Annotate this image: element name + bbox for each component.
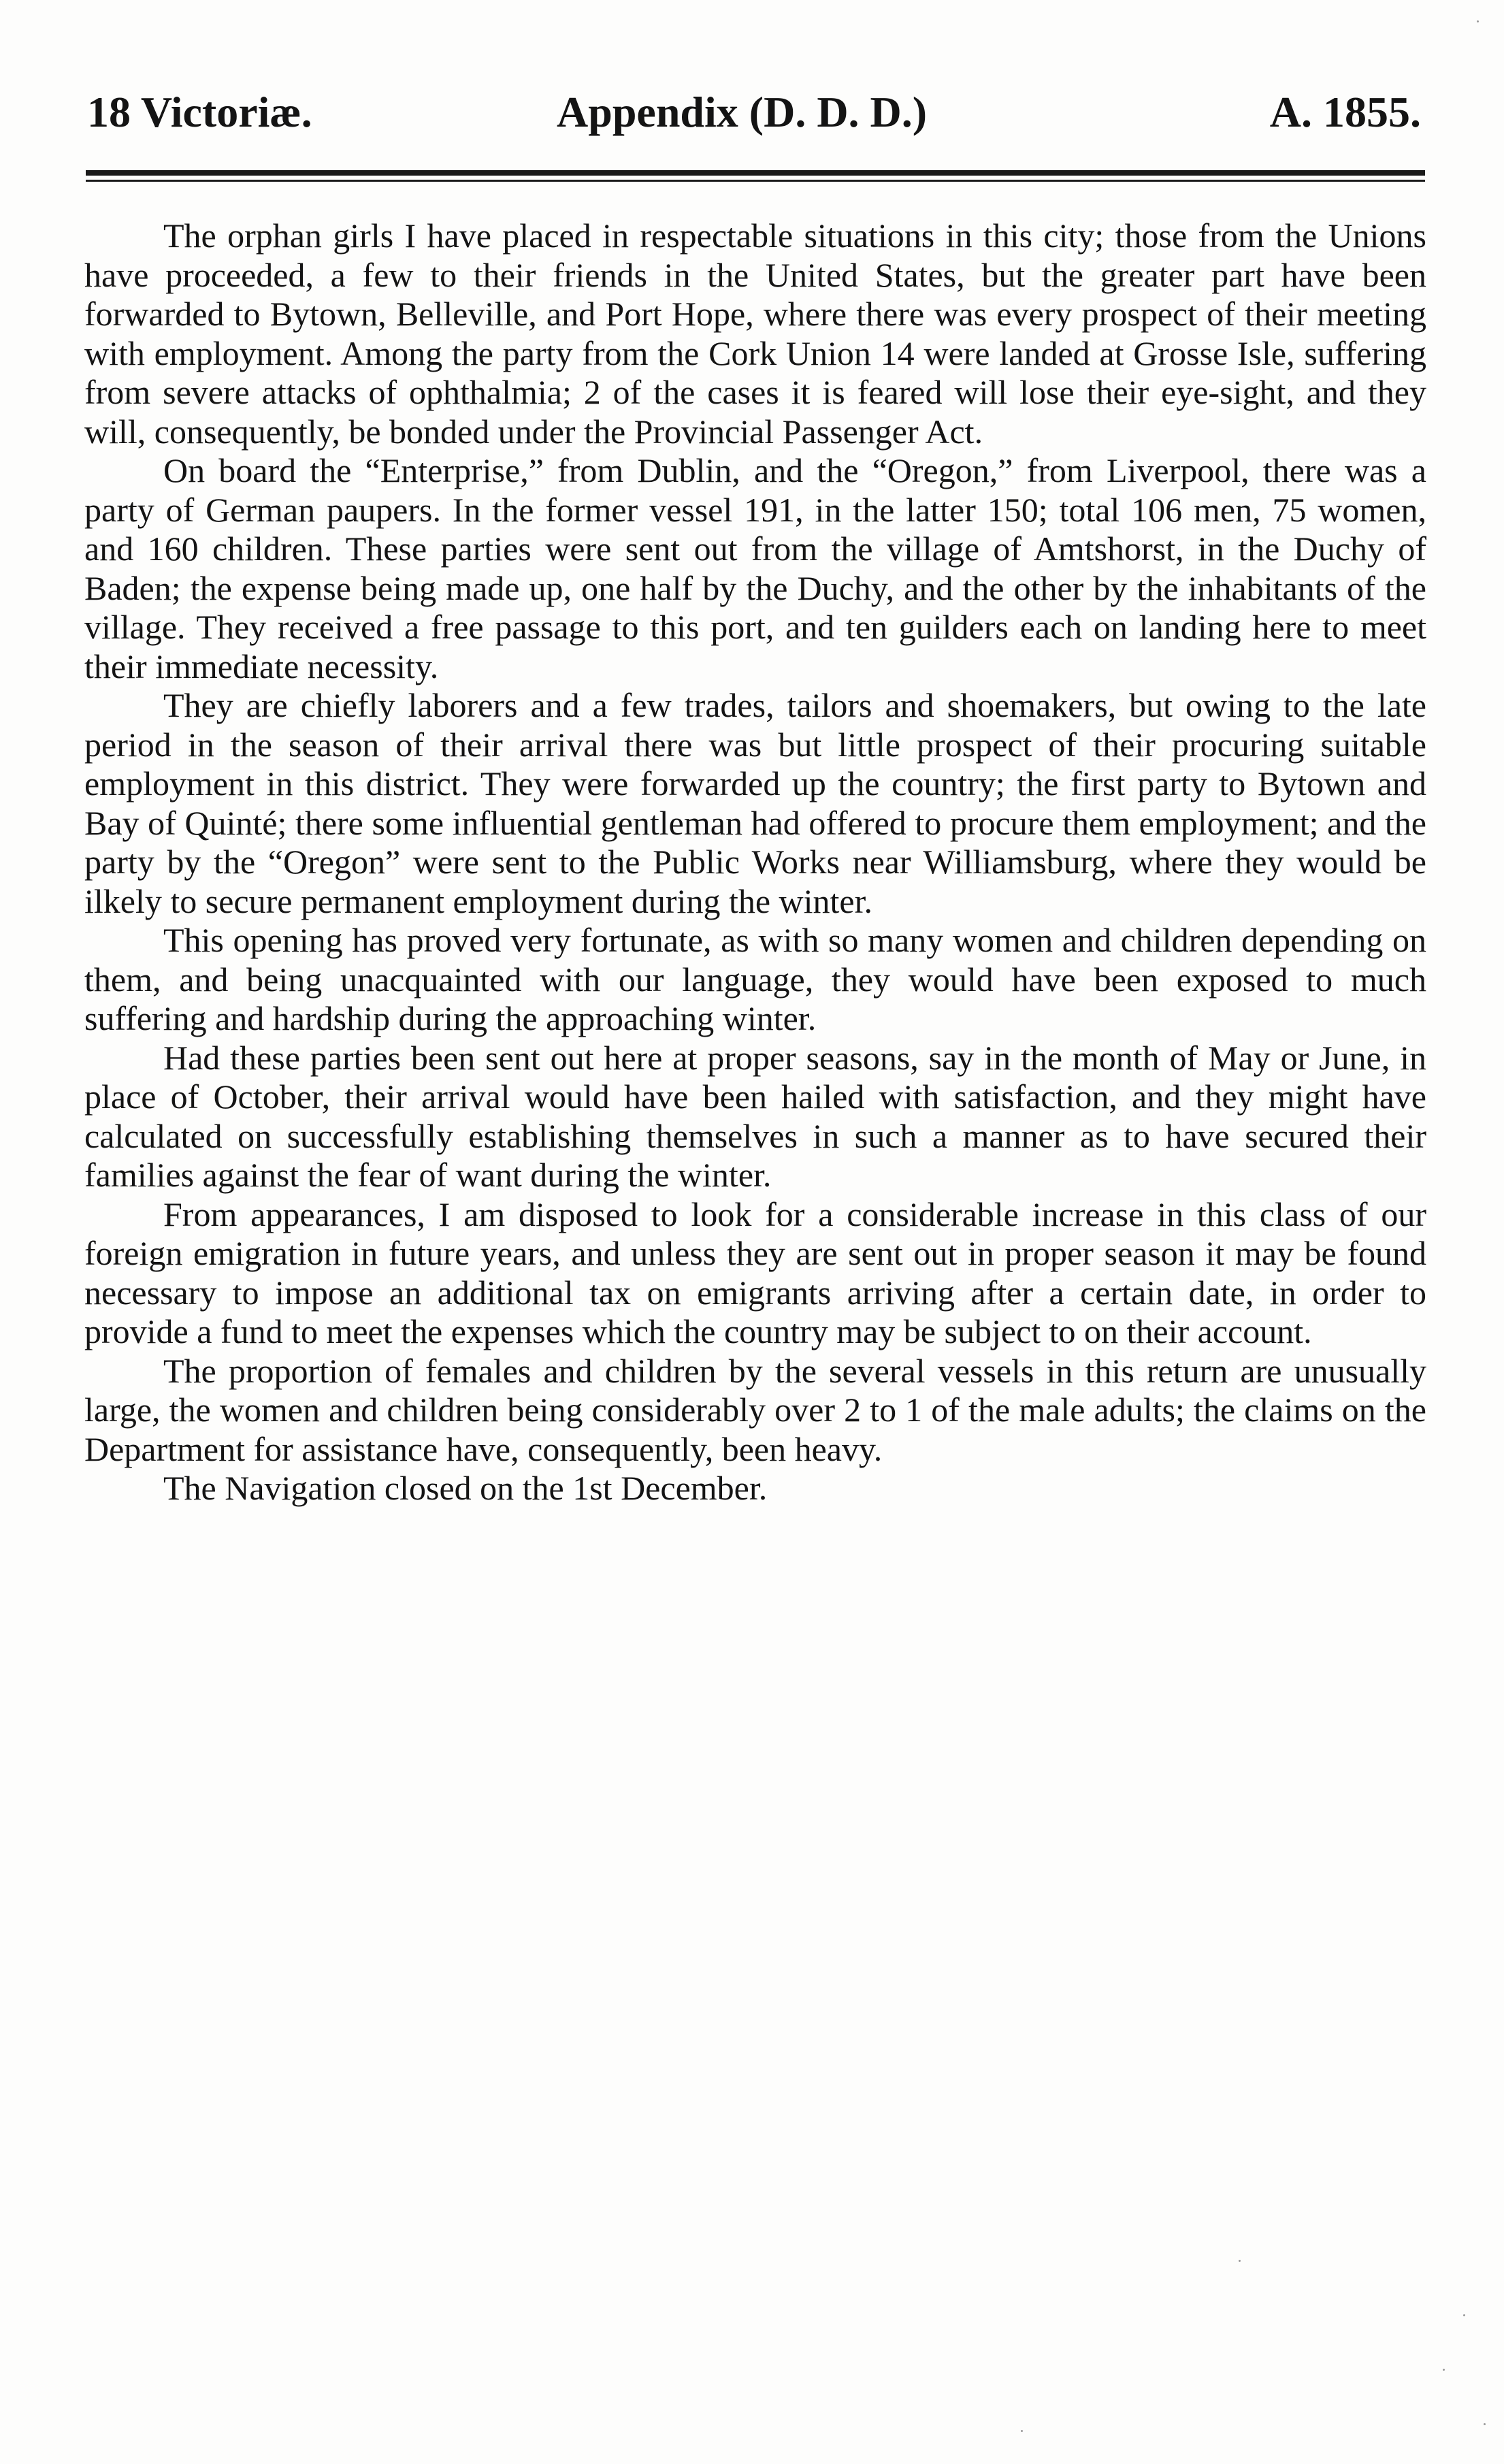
scan-speck [1443, 2369, 1445, 2371]
paragraph-laborers: They are chiefly laborers and a few trades, tailors and shoemakers, but owing to the late period in the season of their arrival there was but little prospect of their procuring suitable employment in this district. They were forwarded up the country; the first party to Bytown and Bay of Quinté; there some influential gentleman had offered to procure them employment; and the party by the “Oregon” were sent to the Public Works near Williamsburg, where they would be ilkely to secure permanent employment during the winter. [84, 686, 1426, 920]
paragraph-opening: This opening has proved very fortunate, as with so many women and children depending on them, and being unacquainted with our language, they would have been exposed to much suffering and hardship during the approaching winter. [84, 921, 1426, 1037]
paragraph-proper-seasons: Had these parties been sent out here at proper seasons, say in the month of May or June, in place of October, their arrival would have been hailed with satisfaction, and they might have calculated on successfully establishing themselves in such a manner as to have secured their families against the fear of want during the winter. [84, 1038, 1426, 1194]
scan-speck [1463, 2314, 1465, 2316]
header-rule-thin [86, 180, 1425, 182]
paragraph-appearances: From appearances, I am disposed to look for a considerable increase in this class of our foreign emigration in future years, and unless they are sent out in proper season it may be found necessary to impose an additional tax on emigrants arriving after a certain date, in order to provide a fund to meet the expenses which the country may be subject to on their account. [84, 1195, 1426, 1350]
scan-speck [1021, 2430, 1023, 2432]
scan-speck [1484, 2423, 1486, 2425]
paragraph-german-paupers: On board the “Enterprise,” from Dublin, and the “Oregon,” from Liverpool, there was a party of German paupers. In the former vessel 191, in the latter 150; total 106 men, 75 women, and 160 children. These parties were sent out from the village of Amtshorst, in the Duchy of Baden; the expense being made up, one half by the Duchy, and the other by the inhabitants of the village. They received a free passage to this port, and ten guilders each on landing here to meet their immediate necessity. [84, 451, 1426, 685]
header-appendix: Appendix (D. D. D.) [557, 88, 928, 136]
paragraph-proportion: The proportion of females and children by the several vessels in this return are unusually large, the women and children being considerably over 2 to 1 of the male adults; the claims on the Department for assistance have, consequently, been heavy. [84, 1351, 1426, 1468]
running-header [80, 82, 1421, 143]
header-year: A. 1855. [1269, 88, 1421, 136]
header-rule-thick [86, 170, 1425, 176]
scan-speck [1239, 2260, 1241, 2262]
paragraph-orphan-girls: The orphan girls I have placed in respectable situations in this city; those from the Unions have proceeded, a few to their friends in the United States, but the greater part have been forwarded to Bytown, Belleville, and Port Hope, where there was every prospect of their meeting with employment. Among the party from the Cork Union 14 were landed at Grosse Isle, suffering from severe attacks of ophthalmia; 2 of the cases it is feared will lose their eye-sight, and they will, consequently, be bonded under the Provincial Passenger Act. [84, 216, 1426, 451]
paragraph-navigation-closed: The Navigation closed on the 1st December. [163, 1469, 768, 1507]
body-text [84, 216, 1426, 1508]
header-session: 18 Victoriæ. [87, 88, 312, 136]
scan-speck [1477, 20, 1479, 22]
